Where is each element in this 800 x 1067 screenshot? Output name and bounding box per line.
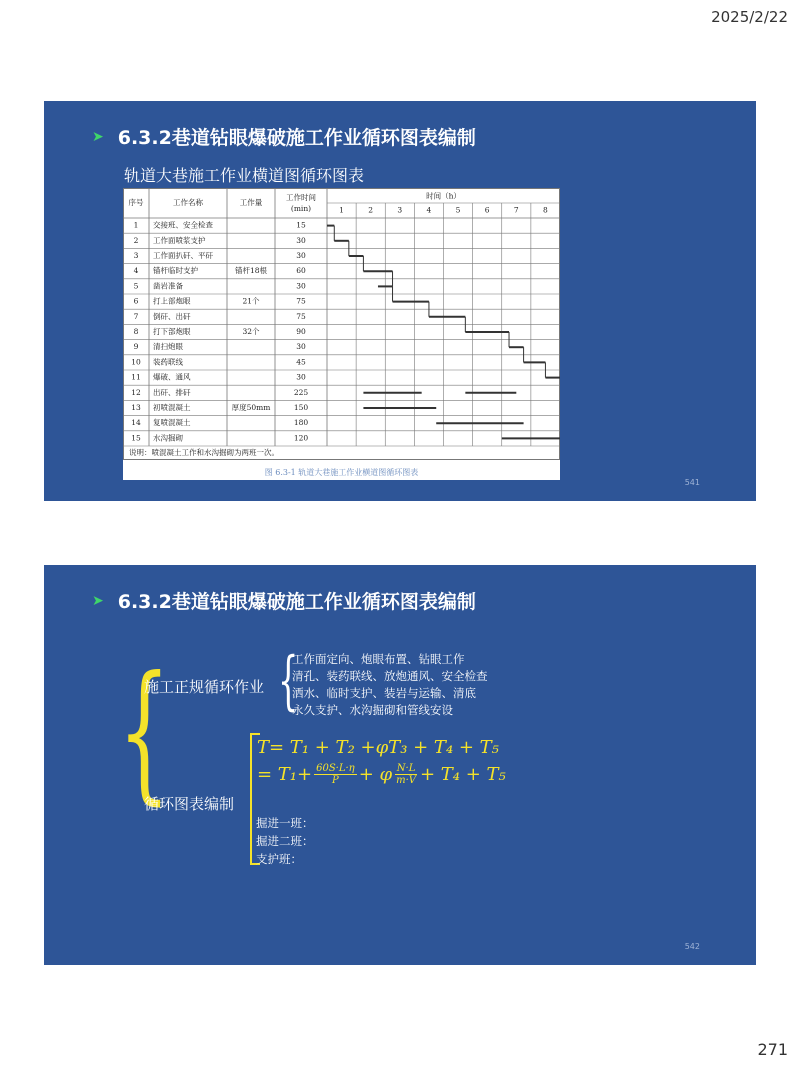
cell-seq: 15 [131,433,141,443]
arrow-bullet-icon: ➤ [92,592,104,609]
hour-tick-label: 6 [484,205,490,215]
cell-min: 120 [293,433,309,443]
crew-label: 掘进一班： [256,816,314,830]
list-item: 清孔、装药联线、放炮通风、安全检查 [292,669,488,683]
page-number: 271 [757,1040,788,1059]
cell-seq: 13 [131,403,141,412]
cell-min: 15 [296,220,306,230]
fraction-denominator: m·V [396,775,416,786]
cell-seq: 5 [133,281,139,291]
cell-name: 打上部炮眼 [153,296,191,306]
hour-tick-label: 4 [426,205,432,215]
formula-lead: = T₁+ [257,764,313,785]
cell-seq: 9 [133,342,139,352]
cell-min: 30 [296,342,306,352]
fraction-numerator: 60S·L·η [316,763,355,774]
figure-caption: 图 6.3-1 轨道大巷施工作业横道图循环图表 [264,468,419,477]
cell-name: 倒矸、出矸 [153,311,191,321]
cell-name: 装药联线 [153,357,183,367]
cell-min: 90 [296,327,306,336]
header-seq: 序号 [128,198,144,207]
cell-min: 30 [296,281,306,291]
cell-name: 工作面喷浆支护 [153,235,206,245]
slide-title-text: 6.3.2巷道钻眼爆破施工作业循环图表编制 [117,127,476,149]
cell-seq: 2 [133,235,139,245]
fraction-loading [394,763,418,786]
page-date: 2025/2/22 [711,8,788,26]
slide-number: 542 [684,942,700,951]
formula-mid: + φ [358,764,393,785]
cell-min: 30 [296,372,306,382]
cell-min: 225 [293,387,309,397]
slide-title [92,587,476,614]
slide-number: 541 [684,478,700,487]
cell-qty: 锚杆18根 [234,266,268,276]
hour-tick-label: 1 [339,205,344,215]
cell-min: 75 [296,296,306,306]
cell-name: 出矸、排矸 [153,387,191,397]
cell-name: 工作面扒矸、平矸 [153,251,213,260]
table-note: 说明：喷混凝土工作和水沟掘砌为两班一次。 [129,448,279,457]
slide-title [92,123,476,150]
cell-seq: 4 [133,266,139,276]
cell-seq: 10 [131,357,141,367]
hour-tick-label: 3 [397,205,403,215]
table-subtitle: 轨道大巷施工作业横道图循环图表 [124,166,365,185]
fraction-numerator: N·L [396,763,416,774]
crew-label: 掘进二班： [256,834,314,848]
cell-qty: 32个 [242,327,260,336]
cell-seq: 12 [131,387,141,397]
list-item: 工作面定向、炮眼布置、钻眼工作 [292,652,465,666]
cell-name: 水沟掘砌 [153,433,183,443]
cell-name: 清扫炮眼 [153,342,183,352]
cell-min: 60 [296,266,306,276]
cell-min: 150 [293,403,309,412]
cell-seq: 1 [133,220,139,230]
list-item: 洒水、临时支护、装岩与运输、清底 [292,686,476,700]
hour-tick-label: 5 [455,205,461,215]
cell-qty: 21个 [242,296,260,306]
hour-tick-label: 7 [513,205,519,215]
cycle-items-list [292,651,488,719]
header-time: 工作时间 [286,193,316,202]
cell-min: 180 [293,418,309,428]
left-brace-icon: { [118,645,171,819]
crew-label: 支护班： [256,852,302,866]
cell-name: 凿岩准备 [153,281,183,291]
cell-seq: 14 [131,418,141,428]
formula-line-1: T= T₁ + T₂ +φT₃ + T₄ + T₅ [257,737,499,758]
cell-name: 打下部炮眼 [153,327,191,336]
gantt-table [123,188,560,464]
label-regular-cycle: 施工正规循环作业 [144,678,265,696]
cell-name: 爆破、通风 [153,372,191,382]
hour-tick-label: 8 [543,205,548,215]
fraction-denominator: P [332,775,339,786]
cell-name: 初喷混凝土 [153,403,191,412]
cell-min: 75 [296,311,306,321]
header-name: 工作名称 [173,198,203,207]
header-hours: 时间（h） [426,191,461,201]
cell-name: 锚杆临时支护 [153,266,198,276]
cell-min: 45 [296,357,306,367]
cell-seq: 7 [133,311,139,321]
list-item: 永久支护、水沟掘砌和管线安设 [292,703,453,717]
slide-541 [44,101,756,501]
small-brace-icon: { [278,644,299,718]
cell-name: 复喷混凝土 [153,418,191,428]
hour-tick-label: 2 [368,205,374,215]
formula-tail: + T₄ + T₅ [420,764,506,785]
cell-seq: 8 [133,327,139,336]
cell-min: 30 [296,251,306,260]
fraction-drilling [314,763,357,786]
formula-line-2 [257,763,506,786]
gantt-table-panel [123,188,560,480]
cell-seq: 6 [133,296,139,306]
arrow-bullet-icon: ➤ [92,128,104,145]
slide-542 [44,565,756,965]
cell-name: 交接班、安全检查 [153,220,213,230]
cell-min: 30 [296,235,306,245]
slide-title-text: 6.3.2巷道钻眼爆破施工作业循环图表编制 [117,591,476,613]
cell-seq: 11 [131,372,141,382]
cell-seq: 3 [133,251,139,260]
cell-qty: 厚度50mm [231,403,271,412]
header-time-unit: (min) [290,204,312,213]
header-qty: 工作量 [239,198,263,207]
label-chart-compilation: 循环图表编制 [144,795,235,813]
